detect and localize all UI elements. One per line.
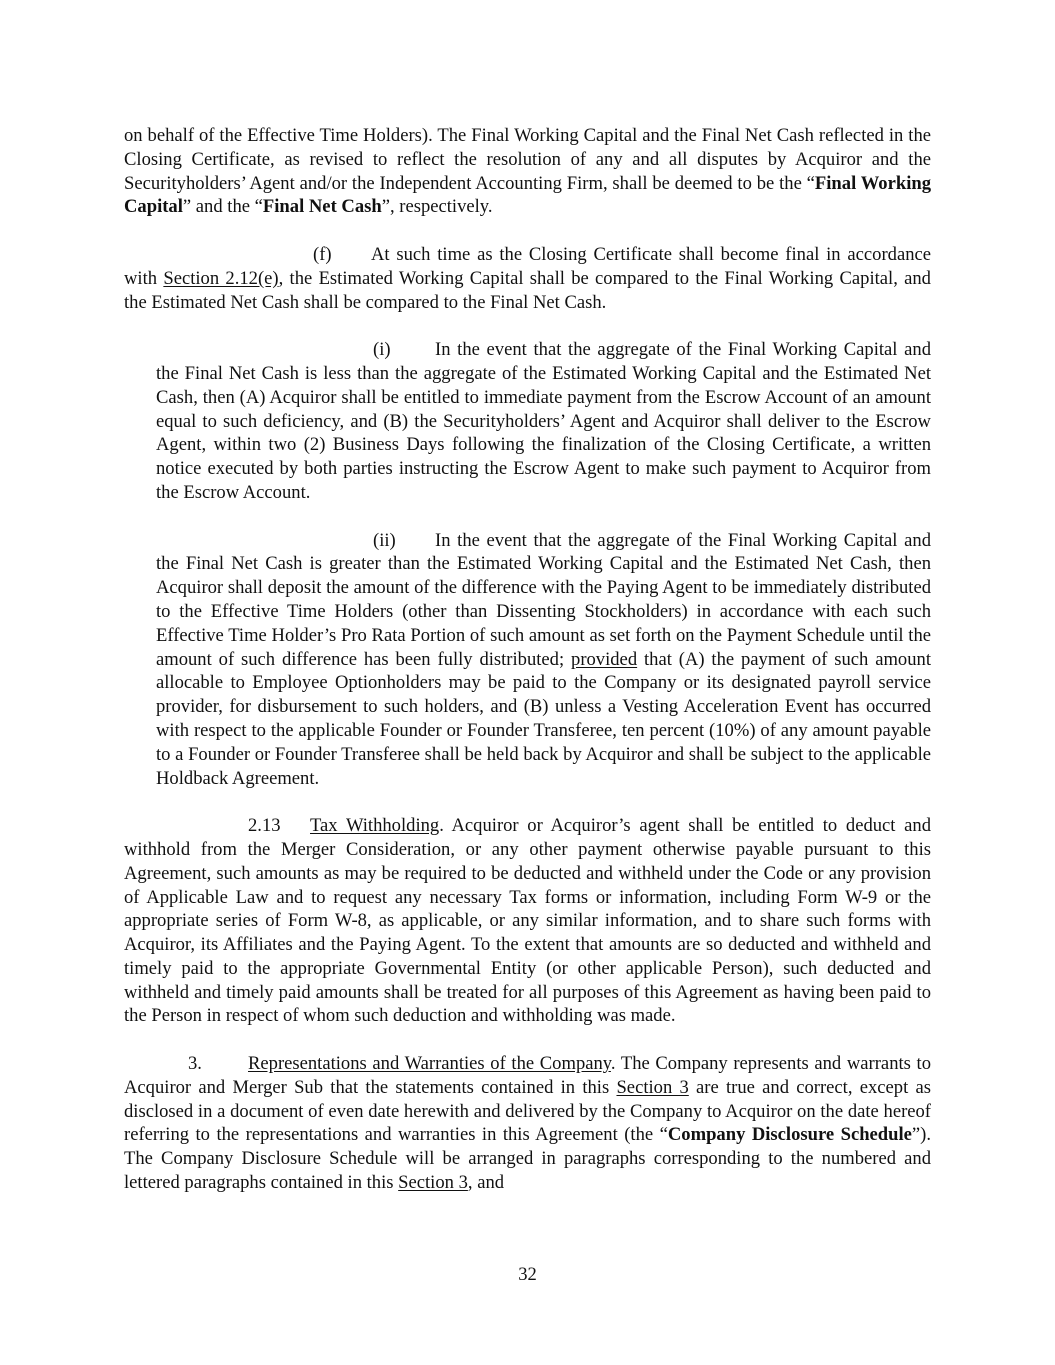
section-2-13 <box>124 814 931 1028</box>
section-number: 3. <box>188 1053 202 1075</box>
text: ” and the “ <box>182 196 263 218</box>
text: that (A) the payment of such amount allocable to Employee Optionholders may be paid to the Company or its designated payroll service provider, for disbursement to such holders, and (B) unless a Vesting Acceleration Event has occurred with respect to the applicable Founder or Founder Transferee, ten percent (10%) of any amount payable to a Founder or Founder Transferee shall be held back by Acquiror and shall be subject to the applicable Holdback Agreement. <box>156 648 931 789</box>
provided-term: provided <box>571 648 638 670</box>
paragraph-number: (ii) <box>373 529 396 551</box>
text: ”, respectively. <box>381 196 493 218</box>
text: In the event that the aggregate of the Final Working Capital and the Final Net Cash is greater than the Estimated Working Capital and the Estimated Net Cash, then Acquiror shall deposit the amount of the difference with the Paying Agent to be immediately distributed to the Effective Time Holders (other than Dissenting Stockholders) in accordance with each such Effective Time Holder’s Pro Rata Portion of such amount as set forth on the Payment Schedule until the amount of such difference has been fully distributed; <box>156 529 931 670</box>
section-3 <box>124 1052 931 1195</box>
text: . Acquiror or Acquiror’s agent shall be entitled to deduct and withhold from the Merger Consideration, or any other payment otherwise payable pursuant to this Agreement, such amounts as may be required to be deducted and withheld under the Code or any provision of Applicable Law and to request any necessary Tax forms or information, including Form W-9 or the appropriate series of Form W-8, as applicable, or any similar information, and to share such forms with Acquiror, its Affiliates and the Paying Agent. To the extent that amounts are so deducted and withheld and timely paid to the appropriate Governmental Entity (or other applicable Person), such deducted and withheld and timely paid amounts shall be treated for all purposes of this Agreement as having been paid to the Person in respect of whom such deduction and withholding was made. <box>124 815 931 1027</box>
paragraph-number: (f) <box>313 243 332 265</box>
section-reference-3[interactable]: Section 3 <box>616 1076 689 1098</box>
defined-term-final-working-capital: Final Working Capital <box>124 172 931 218</box>
section-heading-tax-withholding: Tax Withholding <box>310 815 440 837</box>
text: on behalf of the Effective Time Holders). The Final Working Capital and the Final Net Cash reflected in the Closing Certificate, as revised to reflect the resolution of any and all disputes by Acquiror and the Securityholders’ Agent and/or the Independent Accounting Firm, shall be deemed to be the “ <box>124 125 931 194</box>
defined-term-company-disclosure-schedule: Company Disclosure Schedule <box>667 1124 912 1146</box>
text: In the event that the aggregate of the Final Working Capital and the Final Net Cash is less than the aggregate of the Estimated Working Capital and the Estimated Net Cash, then (A) Acquiror shall be entitled to immediate payment from the Escrow Account of an amount equal to such deficiency, and (B) the Securityholders’ Agent and Acquiror shall deliver to the Escrow Agent, within two (2) Business Days following the finalization of the Closing Certificate, a written notice executed by both parties instructing the Escrow Agent to make such payment to Acquiror from the Escrow Account. <box>156 339 931 503</box>
page-number: 32 <box>518 1264 537 1285</box>
paragraph-number: (i) <box>373 339 391 361</box>
section-reference-2-12e[interactable]: Section 2.12(e) <box>163 267 279 289</box>
text: . The Company represents and warrants to Acquiror and Merger Sub that the statements contained in this <box>124 1053 931 1098</box>
text: , and <box>467 1172 505 1194</box>
section-heading-representations: Representations and Warranties of the Company <box>248 1053 611 1075</box>
text: At such time as the Closing Certificate shall become final in accordance with <box>124 243 931 289</box>
paragraph-final-definitions <box>124 124 931 219</box>
section-reference-3[interactable]: Section 3 <box>398 1172 468 1194</box>
text: ”). The Company Disclosure Schedule will be arranged in paragraphs corresponding to the numbered and lettered paragraphs contained in this <box>124 1124 931 1194</box>
paragraph-ii <box>124 529 931 791</box>
text: , the Estimated Working Capital shall be compared to the Final Working Capital, and the Estimated Net Cash shall be compared to the Final Net Cash. <box>124 267 931 313</box>
document-page <box>124 124 931 1219</box>
defined-term-final-net-cash: Final Net Cash <box>262 196 382 218</box>
section-number: 2.13 <box>248 815 281 837</box>
paragraph-i <box>124 338 931 505</box>
text: are true and correct, except as disclosed in a document of even date herewith and delivered by the Company to Acquiror on the date hereof referring to the representations and warranties in this Agreement (the “ <box>124 1076 932 1146</box>
paragraph-f <box>124 243 931 314</box>
